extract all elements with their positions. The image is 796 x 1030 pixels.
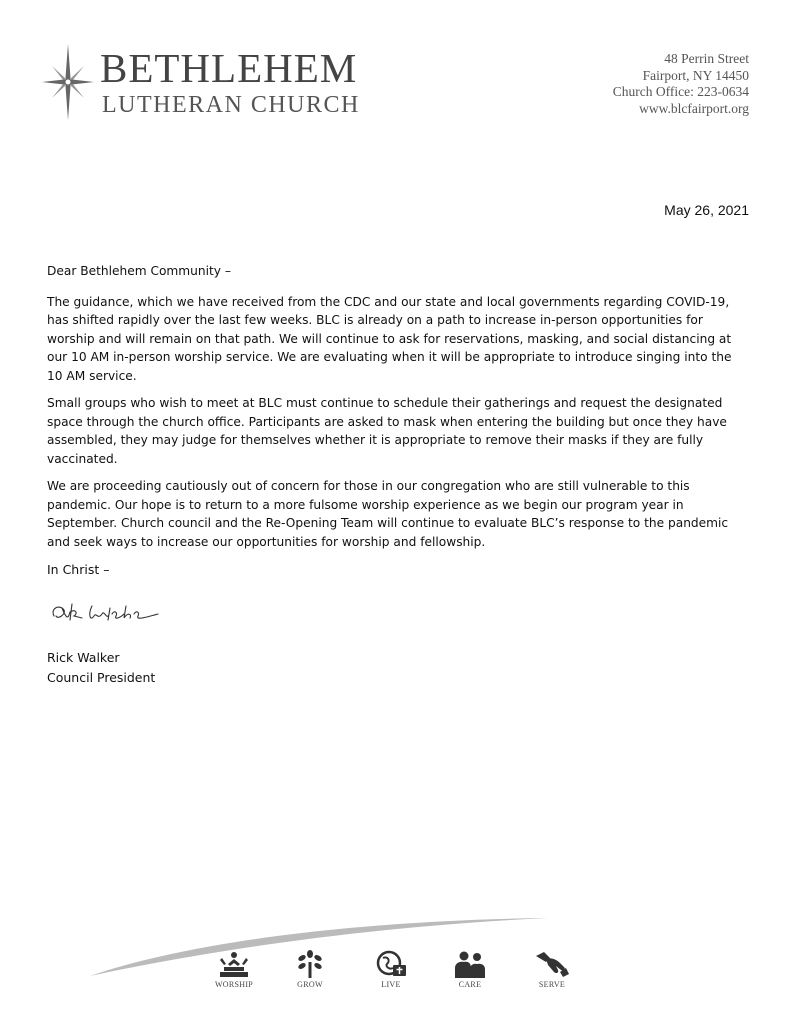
footer-label-worship: WORSHIP [214,980,254,989]
signature-image [48,598,168,628]
footer-ministries [200,950,600,1000]
footer-label-care: CARE [458,980,482,989]
signer-block [47,648,155,688]
footer-item-worship [204,950,264,989]
closing: In Christ – [47,562,110,577]
footer-label-serve: SERVE [538,980,566,989]
church-address [613,51,749,117]
care-icon [452,950,488,978]
address-city: Fairport, NY 14450 [642,67,749,83]
address-street: 48 Perrin Street [664,51,749,66]
org-subtitle: LUTHERAN CHURCH [102,92,360,118]
paragraph: Small groups who wish to meet at BLC must continue to schedule their gatherings and request the designated space through the church office. Participants are asked to mask when entering the building but once they have assembled, they may judge for themselves whether it is appropriate to remove their masks if they are fully vaccinated. [47,396,727,466]
serve-icon [534,950,570,978]
footer-label-grow: GROW [297,980,323,989]
paragraph: We are proceeding cautiously out of concern for those in our congregation who are still vulnerable to this pandemic. Our hope is to return to a more fulsome worship experience as we begin our program year in September. Church council and the Re-Opening Team will continue to evaluate BLC’s response to the pandemic and seek ways to increase our opportunities for worship and fellowship. [47,479,729,549]
footer-item-care [440,950,500,989]
org-name: BETHLEHEM [100,45,358,91]
address-website[interactable]: www.blcfairport.org [639,100,749,116]
star-icon [42,44,94,120]
address-phone: Church Office: 223-0634 [612,84,749,99]
letter-date: May 26, 2021 [664,202,749,218]
salutation: Dear Bethlehem Community – [47,264,231,278]
footer-label-live: LIVE [381,980,401,989]
church-logo [42,44,372,124]
footer-item-live [361,950,421,989]
paragraph: The guidance, which we have received from the CDC and our state and local governments regarding COVID-19, has shifted rapidly over the last few weeks. BLC is already on a path to increase in-person opportunities for worship and will remain on that path. We will continue to ask for reservations, masking, and social distancing at our 10 AM in-person worship service. We are evaluating when it will be appropriate to introduce singing into the 10 AM service. [47,294,732,383]
grow-icon [292,950,328,978]
letter-body [47,262,749,560]
worship-icon [216,950,252,978]
signer-name: Rick Walker [47,650,120,665]
live-icon [373,950,409,978]
footer-item-serve [522,950,582,989]
footer-item-grow [280,950,340,989]
signer-title: Council President [47,670,156,685]
